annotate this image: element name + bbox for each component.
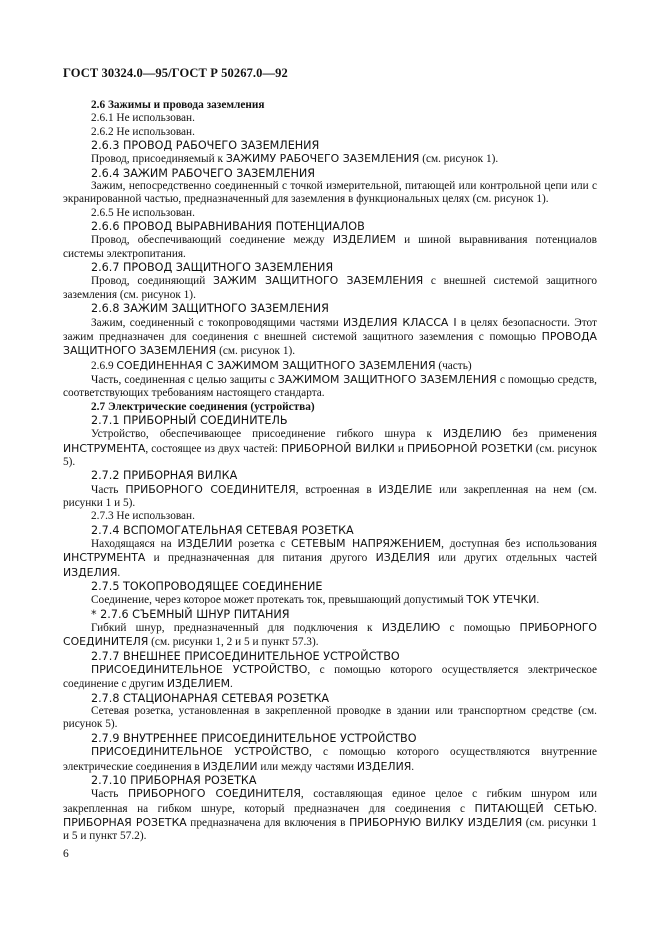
definition: Часть ПРИБОРНОГО СОЕДИНИТЕЛЯ, встроенная в ИЗДЕЛИЕ или закрепленная на нем (см. рисунки 1 и 5). <box>63 482 597 509</box>
definition: Провод, обеспечивающий соединение между ИЗДЕЛИЕМ и шиной выравнивания потенциалов системы электропитания. <box>63 233 597 260</box>
definition: Зажим, непосредственно соединенный с точкой измерительной, питающей или контрольной цепи или с экранированной частью, предназначенный для заземления в функциональных целях (см. рисунок 1). <box>63 180 597 206</box>
clause: 2.6.1 Не использован. <box>91 112 195 125</box>
term-heading: 2.7.1 ПРИБОРНЫЙ СОЕДИНИТЕЛЬ <box>91 413 288 427</box>
definition: Провод, соединяющий ЗАЖИМ ЗАЩИТНОГО ЗАЗЕМЛЕНИЯ с внешней системой защитного заземления (см. рисунок 1). <box>63 274 597 301</box>
clause: 2.6.5 Не использован. <box>91 206 195 219</box>
definition: Сетевая розетка, установленная в закрепленной проводке в здании или транспортном средстве (см. рисунок 5). <box>63 705 597 731</box>
document-header: ГОСТ 30324.0—95/ГОСТ Р 50267.0—92 <box>63 66 288 80</box>
definition: ПРИСОЕДИНИТЕЛЬНОЕ УСТРОЙСТВО, с помощью которого осуществляются внутренние электрические соединения в ИЗДЕЛИИ или между частями ИЗДЕЛИЯ. <box>63 745 597 773</box>
term-heading: 2.7.8 СТАЦИОНАРНАЯ СЕТЕВАЯ РОЗЕТКА <box>91 691 330 705</box>
definition: Находящаяся на ИЗДЕЛИИ розетка с СЕТЕВЫМ НАПРЯЖЕНИЕМ, доступная без использования ИНСТРУМЕНТА и предназначенная для питания другого ИЗДЕЛИЯ или других отдельных частей ИЗДЕЛИЯ. <box>63 537 598 579</box>
term-heading: 2.6.8 ЗАЖИМ ЗАЩИТНОГО ЗАЗЕМЛЕНИЯ <box>91 302 329 316</box>
section-heading: 2.7 Электрические соединения (устройства) <box>91 400 315 413</box>
definition: Часть, соединенная с целью защиты с ЗАЖИМОМ ЗАЩИТНОГО ЗАЗЕМЛЕНИЯ с помощью средств, соответствующих требованиям настоящего стандарта. <box>63 372 597 400</box>
term-heading: 2.6.9 СОЕДИНЕННАЯ С ЗАЖИМОМ ЗАЩИТНОГО ЗАЗЕМЛЕНИЯ (часть) <box>91 358 472 372</box>
term-heading: 2.7.5 ТОКОПРОВОДЯЩЕЕ СОЕДИНЕНИЕ <box>91 580 323 594</box>
document-body <box>63 99 597 844</box>
term-heading: 2.7.10 ПРИБОРНАЯ РОЗЕТКА <box>91 773 257 787</box>
term-heading: 2.6.4 ЗАЖИМ РАБОЧЕГО ЗАЗЕМЛЕНИЯ <box>91 166 316 180</box>
definition: Соединение, через которое может протекать ток, превышающий допустимый ТОК УТЕЧКИ. <box>91 593 540 607</box>
clause: 2.6.2 Не использован. <box>91 125 195 138</box>
definition: Зажим, соединенный с токопроводящими частями ИЗДЕЛИЯ КЛАССА I в целях безопасности. Этот зажим предназначен для соединения с внешней системой защитного заземления с помощью ПРОВОДА ЗАЩИТНОГО ЗАЗЕМЛЕНИЯ (см. рисунок 1). <box>63 315 597 358</box>
definition: Часть ПРИБОРНОГО СОЕДИНИТЕЛЯ, составляющая единое целое с гибким шнуром или закрепленная на гибком шнуре, который предназначен для соединения с ПИТАЮЩЕЙ СЕТЬЮ. ПРИБОРНАЯ РОЗЕТКА предназначена для включения в ПРИБОРНУЮ ВИЛКУ ИЗДЕЛИЯ (см. рисунки 1 и 5 и пункт 57.2). <box>63 787 597 843</box>
term-heading: 2.6.3 ПРОВОД РАБОЧЕГО ЗАЗЕМЛЕНИЯ <box>91 139 320 153</box>
definition: ПРИСОЕДИНИТЕЛЬНОЕ УСТРОЙСТВО, с помощью которого осуществляется электрическое соединение с другим ИЗДЕЛИЕМ. <box>63 663 597 691</box>
term-heading: 2.7.2 ПРИБОРНАЯ ВИЛКА <box>91 469 238 483</box>
term-heading: 2.6.7 ПРОВОД ЗАЩИТНОГО ЗАЗЕМЛЕНИЯ <box>91 261 334 275</box>
clause: 2.7.3 Не использован. <box>91 510 195 523</box>
page-number: 6 <box>63 848 69 860</box>
section-heading: 2.6 Зажимы и провода заземления <box>91 99 265 111</box>
definition: Устройство, обеспечивающее присоединение гибкого шнура к ИЗДЕЛИЮ без применения ИНСТРУМЕНТА, состоящее из двух частей: ПРИБОРНОЙ ВИЛКИ и ПРИБОРНОЙ РОЗЕТКИ (см. рисунок 5). <box>63 427 598 468</box>
term-heading: 2.7.7 ВНЕШНЕЕ ПРИСОЕДИНИТЕЛЬНОЕ УСТРОЙСТВО <box>91 649 400 663</box>
definition: Гибкий шнур, предназначенный для подключения к ИЗДЕЛИЮ с помощью ПРИБОРНОГО СОЕДИНИТЕЛЯ (см. рисунки 1, 2 и 5 и пункт 57.3). <box>63 621 597 649</box>
term-heading: 2.7.9 ВНУТРЕННЕЕ ПРИСОЕДИНИТЕЛЬНОЕ УСТРОЙСТВО <box>91 731 417 745</box>
term-heading: 2.7.4 ВСПОМОГАТЕЛЬНАЯ СЕТЕВАЯ РОЗЕТКА <box>91 523 354 537</box>
term-heading: 2.6.6 ПРОВОД ВЫРАВНИВАНИЯ ПОТЕНЦИАЛОВ <box>91 220 365 234</box>
definition: Провод, присоединяемый к ЗАЖИМУ РАБОЧЕГО ЗАЗЕМЛЕНИЯ (см. рисунок 1). <box>91 152 499 166</box>
term-heading: * 2.7.6 СЪЕМНЫЙ ШНУР ПИТАНИЯ <box>91 607 290 621</box>
